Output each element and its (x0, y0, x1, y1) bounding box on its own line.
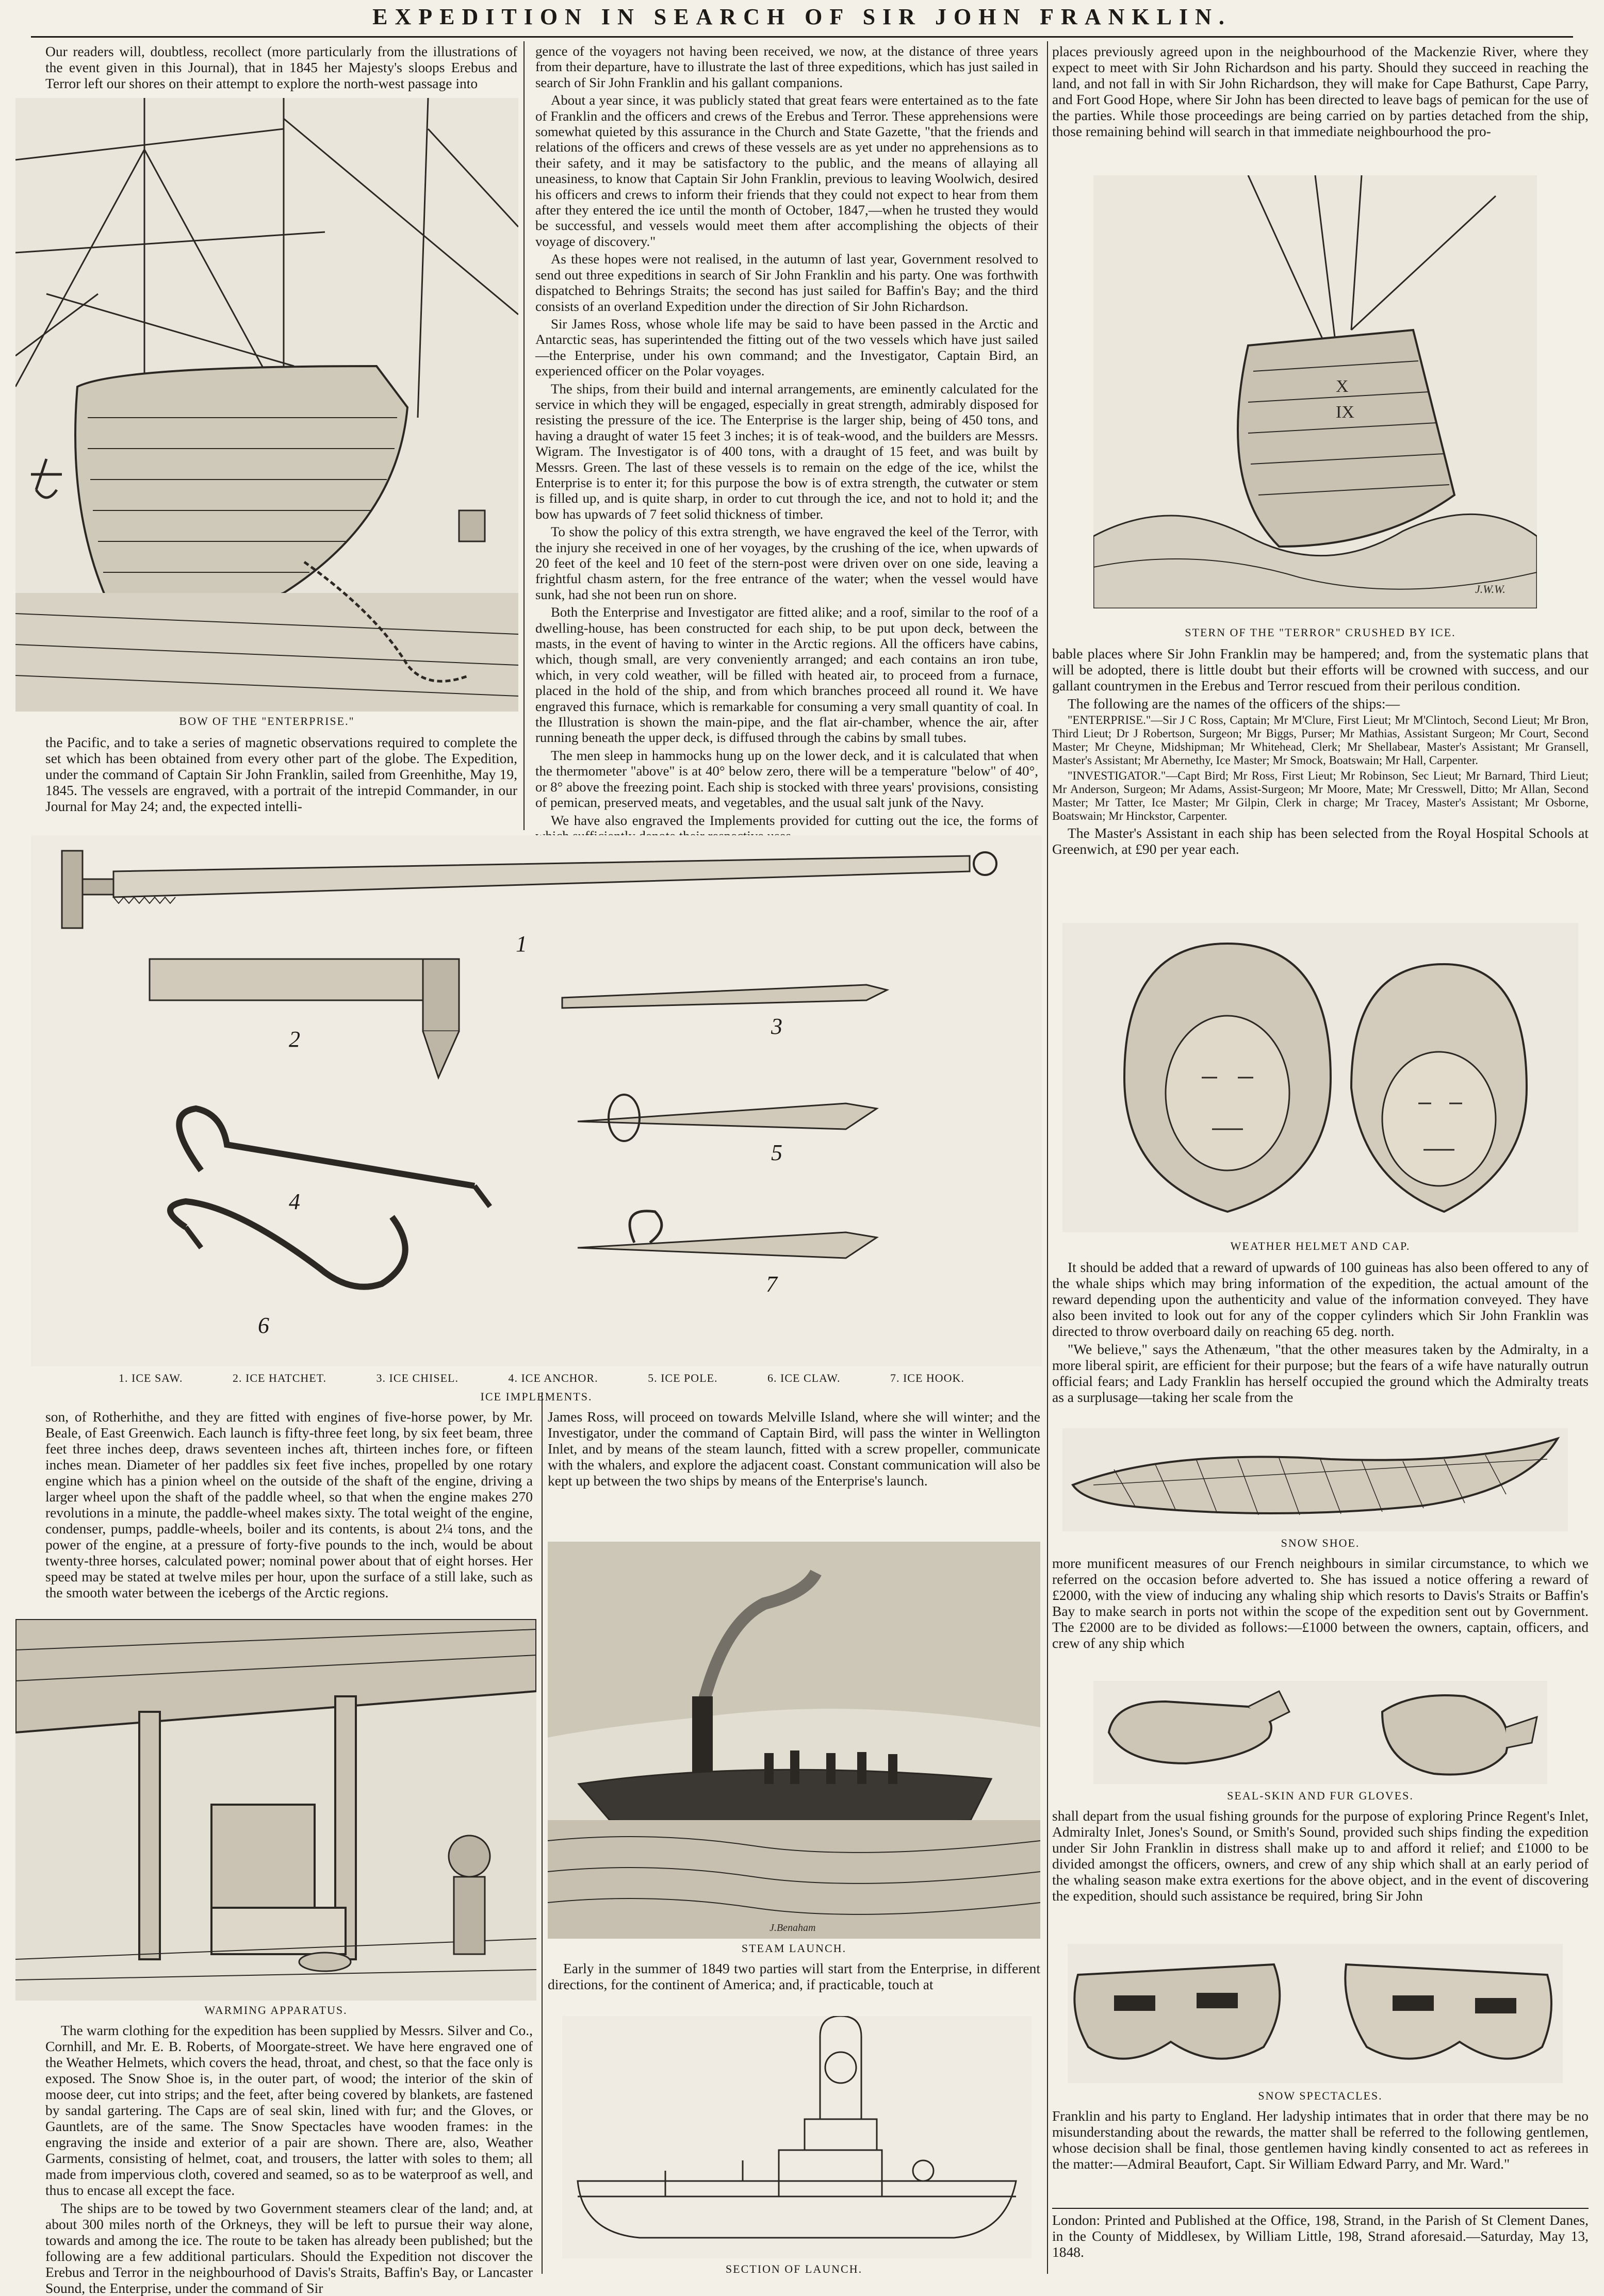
implement-number-7: 7 (766, 1271, 777, 1297)
warming-apparatus-illustration (15, 1619, 536, 2001)
implement-number-6: 6 (258, 1313, 269, 1338)
col1-lower-text (45, 1409, 533, 1615)
caption-helmet: WEATHER HELMET AND CAP. (1230, 1240, 1411, 1252)
implement-number-1: 1 (516, 931, 527, 956)
col3-final-para: Franklin and his party to England. Her ladyship intimates that in order that there may be no misunderstanding about the rewards, the matter shall be referred to the following gentlemen, whose decision shall be final, those gentlemen having kindly consented to act as referees in the matter:—Admiral Beaufort, Capt. Sir William Edward Parry, and Mr. Ward." (1052, 2108, 1589, 2172)
col2-summer-para: Early in the summer of 1849 two parties will start from the Enterprise, in different directions, for the continent of America; and, if practicable, touch at (548, 1960, 1040, 1992)
gloves-illustration (1093, 1681, 1547, 1784)
col2-lower-para: James Ross, will proceed on towards Melville Island, where she will winter; and the Investigator, under the command of Captain Bird, will pass the winter in Wellington Inlet, and by means of the steam launch, fitted with a screw propeller, communicate with the whalers, and explore the adjacent coast. Constant communication will also be kept up between the two ships by means of the Enterprise's launch. (548, 1409, 1040, 1489)
col2-para-7: Both the Enterprise and Investigator are fitted alike; and a roof, similar to the roof of a dwelling-house, has been constructed for each ship, to be put upon deck, between the masts, in the event of having to winter in the Arctic regions. All the officers have cabins, which, though small, are very conveniently arranged; and each contains an iron tube, which, in very cold weather, will be filled with heated air, to proceed from a furnace, placed in the hold of the ship, and from which branches proceed all round it. We have engraved this furnace, which is remarkable for consuming a very small quantity of coal. In the Illustration is shown the main-pipe, and the flat air-chamber, whence the air, after running beneath the upper deck, is diffused through the cabins by small tubes. (535, 604, 1038, 746)
officers-investigator: "INVESTIGATOR."—Capt Bird; Mr Ross, First Lieut; Mr Robinson, Sec Lieut; Mr Barnard, Third Lieut; Mr Anderson, Surgeon; Mr Adams, Assist-Surgeon; Mr Moore, Mate; Mr Cresswell, Ditto; Mr Allan, Second Master; Mr Tatter, Ice Master; Mr Gilpin, Clerk in charge; Mr Tracey, Master's Assistant; Mr Osborne, Boatswain; Mr Hinckstor, Carpenter. (1052, 769, 1589, 822)
legend-ice-anchor: 4. ICE ANCHOR. (508, 1372, 598, 1384)
col2-para-9: We have also engraved the Implements provided for cutting out the ice, the forms of (551, 812, 1038, 828)
stern-engraving (1093, 175, 1537, 608)
svg-text:IX: IX (1336, 403, 1354, 422)
caption-spectacles: SNOW SPECTACLES. (1258, 2089, 1383, 2102)
snowshoe-engraving (1062, 1428, 1568, 1531)
caption-launch: STEAM LAUNCH. (741, 1942, 847, 1955)
top-rule (31, 36, 1573, 38)
section-of-launch-illustration (562, 2016, 1032, 2258)
col2-lower-text (548, 1409, 1040, 1532)
legend-ice-hatchet: 2. ICE HATCHET. (233, 1372, 327, 1384)
caption-stern: STERN OF THE "TERROR" CRUSHED BY ICE. (1185, 626, 1456, 639)
col2-para-4: Sir James Ross, whose whole life may be said to have been passed in the Arctic and Antarctic seas, has superintended the fitting out of the two vessels which have just sailed—the Enterprise, under his own command; and the Investigator, Captain Bird, an experienced officer on the Polar voyages. (535, 316, 1038, 379)
spectacles-engraving (1068, 1944, 1563, 2083)
officers-enterprise: "ENTERPRISE."—Sir J C Ross, Captain; Mr M'Clure, First Lieut; Mr M'Clintoch, Second Lieut; Mr Bron, Third Lieut; Dr J Robertson, Surgeon; Mr Biggs, Purser; Mr Mathias, Assistant Surgeon; Mr Court, Second Master; Mr Cheyne, Midshipman; Mr Whitehead, Clerk; Mr Shellabear, Master's Assistant; Mr Gransell, Master's Assistant; Mr Abernethy, Ice Master; Mr Smock, Boatswain; Mr Hall, Carpenter. (1052, 714, 1589, 767)
col3-reward-text (1052, 1259, 1589, 1403)
implements-legend (31, 1372, 1042, 1385)
imprint-text (1052, 2212, 1589, 2269)
col3-munificent-para: more munificent measures of our French neighbours in similar circumstance, to which we referred on the occasion before adverted to. She has issued a notice offering a reward of £2000, with the view of inducing any whaling ship which resorts to Davis's Straits or Baffin's Bay to make search in ports not within the scope of the expedition sent out by Government. The £2000 are to be divided as follows:—£1000 between the owners, captain, officers, and crew of any ship which (1052, 1555, 1589, 1651)
col3-top-para: places previously agreed upon in the neighbourhood of the Mackenzie River, where they expect to meet with Sir John Richardson and his party. Should they succeed in reaching the land, and not fall in with Sir John Richardson, they will make for Cape Bathurst, Cape Parry, and Fort Good Hope, where Sir John has been directed to leave bags of pemican for the use of the parties. While those proceedings are being carried on by parties detached from the ship, those remaining behind will search in that immediate neighbourhood the pro- (1052, 43, 1589, 139)
launch-engraving (548, 1542, 1040, 1939)
col2-top-text (535, 43, 1038, 837)
col3-top-text (1052, 43, 1589, 177)
legend-ice-chisel: 3. ICE CHISEL. (376, 1372, 459, 1384)
caption-warming: WARMING APPARATUS. (204, 2004, 348, 2017)
snow-shoe-illustration (1062, 1428, 1568, 1531)
col2-summer-text (548, 1960, 1040, 2012)
caption-implements: ICE IMPLEMENTS. (480, 1390, 593, 1403)
imprint-rule (1052, 2208, 1589, 2209)
caption-bow: BOW OF THE "ENTERPRISE." (179, 715, 355, 728)
implement-number-3: 3 (771, 1014, 782, 1039)
col2-para-5: The ships, from their build and internal arrangements, are eminently calculated for the service in which they will be engaged, especially in great strength, admirably disposed for resisting the pressure of the ice. The Enterprise is the larger ship, being of 450 tons, and having a draught of water 15 feet 3 inches; it is of teak-wood, and the builders are Messrs. Wigram. The Investigator is of 400 tons, with a draught of 15 feet, and was built by Messrs. Green. The last of these vessels is to remain on the edge of the ice, whilst the Enterprise is to enter it; for this purpose the bow is of extra strength, the cutwater or stem is filled up, and is quite sharp, in order to cut through the ice, and not to hold it; and the bow has upwards of 7 feet solid thickness of timber. (535, 381, 1038, 522)
weather-helmet-illustration (1062, 923, 1578, 1232)
caption-section: SECTION OF LAUNCH. (725, 2262, 863, 2275)
officers-intro: The following are the names of the officers of the ships:— (1068, 696, 1400, 712)
col3-believe-para: "We believe," says the Athenæum, "that the other measures taken by the Admiralty, in a more liberal spirit, are efficient for their purpose; but the fears of a wife have naturally outrun official fears; and Lady Franklin has herself occupied the ground which the Admiralty treats as a surplusage—taking her scale from the (1052, 1341, 1589, 1405)
warming-engraving (15, 1619, 536, 2001)
col3-depart-para: shall depart from the usual fishing grounds for the purpose of exploring Prince Regent's Inlet, Admiralty Inlet, Jones's Sound, or Smith's Sound, provided such ships finding the expedition under Sir John Franklin in distress shall make up to and afford it relief; and £1000 to be divided amongst the officers, owners, and crew of any ship which shall at an early period of the whaling season make extra exertions for the above object, and in the event of discovering the expedition, should such assistance be required, bring Sir John (1052, 1808, 1589, 1904)
col2-para-6: To show the policy of this extra strength, we have engraved the keel of the Terror, with the injury she received in one of her voyages, by the crushing of the ice, when upwards of 20 feet of the keel and 10 feet of the stern-post were driven over on one side, leaving a frightful chasm astern, for the free entrance of the water; when the vessel would have sunk, had she not been run on shore. (535, 524, 1038, 602)
col2-para-3: As these hopes were not realised, in the autumn of last year, Government resolved to send out three expeditions in search of Sir John Franklin and his party. One was forthwith dispatched to Behrings Straits; the second has just sailed for Baffin's Bay; and the third consists of an overland Expedition under the direction of Sir John Richardson. (535, 251, 1038, 314)
master-assistant-note: The Master's Assistant in each ship has been selected from the Royal Hospital Schools at Greenwich, at £90 per year each. (1052, 825, 1589, 857)
col1-intro-para: Our readers will, doubtless, recollect (more particularly from the illustrations of the event given in this Journal), that in 1845 her Majesty's sloops Erebus and Terror left our shores on their attempt to explore the north-west passage into (45, 43, 517, 91)
ice-implements-illustration (31, 835, 1042, 1366)
bow-engraving (15, 98, 518, 712)
col3-mid-para: bable places where Sir John Franklin may be hampered; and, from the systematic plans that will be adopted, there is little doubt but their efforts will be crowned with success, and our gallant countrymen in the Erebus and Terror rescued from their perilous condition. (1052, 646, 1589, 693)
col1-after-bow-text (45, 734, 517, 832)
col1-launch-specs-para: son, of Rotherhithe, and they are fitted with engines of five-horse power, by Mr. Beale, of East Greenwich. Each launch is fifty-three feet long, by six feet beam, three feet three inches deep, draws seventeen inches aft, thirteen inches fore, or fifteen inches mean. Diameter of her paddles six feet five inches, propelled by one rotary engine which has a pinion wheel on the outside of the shaft of the engine, driving a larger wheel upon the shaft of the paddle wheel, so that when the engine makes 270 revolutions in a minute, the paddle-wheel makes sixty. The total weight of the engine, condenser, pumps, paddle-wheels, boiler and its contents, is about 2¼ tons, and the power of the engine, at a pressure of forty-five pounds to the inch, would be about twenty-three horses, calculated power; nominal power about that of eight horses. Her speed may be stated at twelve miles per hour, upon the surface of a still lake, such as the smooth water between the icebergs of the Arctic regions. (45, 1409, 533, 1600)
gloves-engraving (1093, 1681, 1547, 1784)
imprint-para: London: Printed and Published at the Office, 198, Strand, in the Parish of St Clement Danes, in the County of Middlesex, by William Little, 198, Strand aforesaid.—Saturday, May 13, 1848. (1052, 2212, 1589, 2260)
col1-after-bow-para: the Pacific, and to take a series of magnetic observations required to complete the set which has been obtained from every other part of the globe. The Expedition, under the command of Captain Sir John Franklin, sailed from Greenhithe, May 19, 1845. The vessels are engraved, with a portrait of the intrepid Commander, in our Journal for May 24; and, the expected intelli- (45, 734, 517, 814)
launch-engraver-signature: J.Benaham (770, 1922, 816, 1934)
col2-para-8: The men sleep in hammocks hung up on the lower deck, and it is calculated that when the thermometer "above" is at 40° below zero, there will be a temperature "below" of 40°, or 8° above the freezing point. Each ship is stocked with three years' provisions, consisting of pemican, preserved meats, and vegetables, and the usual salt junk of the Navy. (535, 747, 1038, 811)
stern-ship-illustration (1093, 175, 1537, 608)
col2-para-2: About a year since, it was publicly stated that great fears were entertained as to the fate of Franklin and the officers and crews of the Erebus and Terror. These apprehensions were somewhat quieted by this assurance in the Church and State Gazette, "that the friends and relations of the officers and crews of these vessels are as yet under no apprehensions as to their safety, and it may be satisfactory to the public, and the means of allaying all uneasiness, to know that Captain Sir John Franklin, previous to leaving Woolwich, desired his officers and crews to inform their friends that they could not expect to hear from them after they entered the ice until the month of October, 1847,—when he trusted they would be successful, and vessels would meet them after accomplishing the objects of their voyage of discovery." (535, 92, 1038, 249)
col3-munificent-text (1052, 1555, 1589, 1679)
engraver-signature: J.W.W. (1475, 583, 1505, 596)
col3-final-text (1052, 2108, 1589, 2211)
implement-number-4: 4 (289, 1189, 300, 1214)
caption-snowshoe: SNOW SHOE. (1281, 1537, 1360, 1549)
section-engraving (562, 2016, 1032, 2258)
legend-ice-saw: 1. ICE SAW. (119, 1372, 183, 1384)
snow-spectacles-illustration (1068, 1944, 1563, 2083)
col1-clothing-text (45, 2022, 533, 2296)
implements-engraving (31, 835, 1042, 1366)
col3-reward-para: It should be added that a reward of upwards of 100 guineas has also been offered to any of the whale ships which may bring information of the expedition, the actual amount of the reward depending upon the authenticity and value of the information conveyed. They have also been invited to look out for any of the copper cylinders which Sir John Franklin was directed to throw overboard daily on reaching 65 deg. north. (1052, 1259, 1589, 1339)
legend-ice-pole: 5. ICE POLE. (648, 1372, 718, 1384)
implement-number-2: 2 (289, 1027, 300, 1052)
col1-towed-para: The ships are to be towed by two Government steamers clear of the land; and, at about 300 miles north of the Orkneys, they will be left to pursue their way alone, towards and among the ice. The route to be taken has already been published; but the following are a few additional particulars. Should the Expedition not discover the Erebus and Terror in the neighbourhood of Davis's Straits, Baffin's Bay, or Lancaster Sound, the Enterprise, under the command of Sir (45, 2200, 533, 2296)
col3-mid-text (1052, 646, 1589, 924)
svg-text:X: X (1336, 377, 1349, 396)
column-rule-1 (523, 41, 525, 830)
bow-ship-illustration (15, 98, 518, 712)
steam-launch-illustration (548, 1542, 1040, 1939)
column-rule-3 (542, 1392, 543, 2274)
col2-para-1: gence of the voyagers not having been received, we now, at the distance of three years from their departure, have to illustrate the last of three expeditions, which has just sailed in search of Sir John Franklin and his gallant companions. (535, 43, 1038, 90)
implement-number-5: 5 (771, 1140, 782, 1165)
legend-ice-claw: 6. ICE CLAW. (767, 1372, 841, 1384)
headline: EXPEDITION IN SEARCH OF SIR JOHN FRANKLIN. (372, 4, 1232, 29)
col3-depart-text (1052, 1808, 1589, 1947)
caption-gloves: SEAL-SKIN AND FUR GLOVES. (1227, 1789, 1414, 1802)
column-rule-2 (1047, 41, 1048, 2274)
col1-clothing-para: The warm clothing for the expedition has been supplied by Messrs. Silver and Co., Cornhill, and Mr. E. B. Roberts, of Moorgate-street. We have here engraved one of the Weather Helmets, which covers the head, throat, and chest, so that the face only is exposed. The Snow Shoe is, in the outer part, of wood; the interior of the skin of moose deer, cut into strips; and the feet, after being covered by blankets, are fastened by sandal gartering. The Caps are of seal skin, lined with fur; and the Gloves, or Gauntlets, are of the same. The Snow Spectacles have wooden frames: in the engraving the inside and exterior of a pair are shown. There are, also, Weather Garments, consisting of helmet, coat, and trousers, the latter with soles to them; all made from impervious cloth, covered and seamed, so as to be waterproof as well, and thus to encase all except the face. (45, 2022, 533, 2198)
legend-ice-hook: 7. ICE HOOK. (890, 1372, 964, 1384)
helmet-engraving (1062, 923, 1578, 1232)
col1-intro-text (45, 43, 517, 95)
